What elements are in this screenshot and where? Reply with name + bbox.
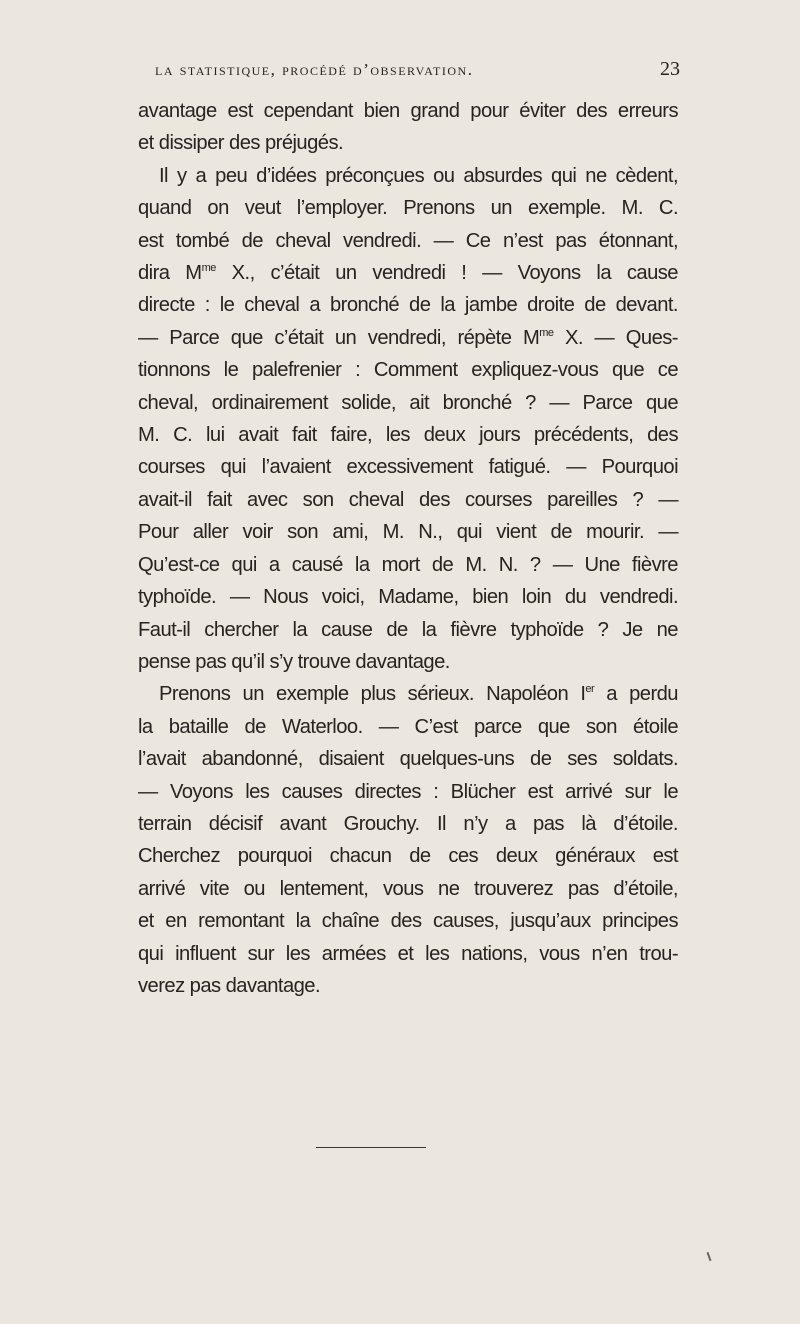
text-line: qui influent sur les armées et les nations, vous n’en trou- <box>138 942 678 965</box>
text-line: la bataille de Waterloo. — C’est parce que son étoile <box>138 715 678 738</box>
text-line: pense pas qu’il s’y trouve davantage. <box>138 650 450 673</box>
text-line: Prenons un exemple plus sérieux. Napoléon Ier a perdu <box>159 683 678 706</box>
end-rule <box>316 1147 426 1148</box>
text-line: Pour aller voir son ami, M. N., qui vient de mourir. — <box>138 521 678 544</box>
text-line: terrain décisif avant Grouchy. Il n’y a pas là d’étoile. <box>138 812 678 835</box>
paragraph <box>138 160 678 679</box>
page-number: 23 <box>660 58 680 80</box>
text-line: et en remontant la chaîne des causes, jusqu’aux principes <box>138 910 678 933</box>
superscript: me <box>539 326 554 339</box>
text-line: cheval, ordinairement solide, ait bronché ? — Parce que <box>138 391 678 414</box>
body-text <box>138 95 678 1002</box>
text-line: Cherchez pourquoi chacun de ces deux généraux est <box>138 845 678 868</box>
text-line: avait-il fait avec son cheval des courses pareilles ? — <box>138 488 678 511</box>
text-line: typhoïde. — Nous voici, Madame, bien loin du vendredi. <box>138 586 678 609</box>
running-head <box>137 60 680 90</box>
superscript: er <box>585 683 595 696</box>
text-line: l’avait abandonné, disaient quelques-uns de ses soldats. <box>138 748 678 771</box>
superscript: me <box>201 262 216 275</box>
text-line: est tombé de cheval vendredi. — Ce n’est pas étonnant, <box>138 229 678 252</box>
text-line: — Parce que c’était un vendredi, répète $M^{me}$ X. — Ques- <box>138 326 678 349</box>
text-line: verez pas davantage. <box>138 974 321 997</box>
text-line: quand on veut l’employer. Prenons un exemple. M. C. <box>138 197 678 220</box>
text-line: Il y a peu d’idées préconçues ou absurdes qui ne cèdent, <box>159 164 678 187</box>
text-line: avantage est cependant bien grand pour éviter des erreurs <box>138 100 678 122</box>
text-line: tionnons le palefrenier : Comment expliquez-vous que ce <box>138 359 678 382</box>
text-line: — Voyons les causes directes : Blücher est arrivé sur le <box>138 780 678 803</box>
text-line: Faut-il chercher la cause de la fièvre typhoïde ? Je ne <box>138 618 678 641</box>
text-line: arrivé vite ou lentement, vous ne trouverez pas d’étoile, <box>138 877 678 900</box>
text-line: et dissiper des préjugés. <box>138 132 344 155</box>
text-line: dira $M^{me}$ X., c’était un vendredi ! — Voyons la cause <box>138 262 678 285</box>
text-line: M. C. lui avait fait faire, les deux jours précédents, des <box>138 424 678 447</box>
running-title: la statistique, procédé d’observation. <box>155 60 474 79</box>
text-line: courses qui l’avaient excessivement fatigué. — Pourquoi <box>138 456 678 479</box>
text-line: directe : le cheval a bronché de la jambe droite de devant. <box>138 294 678 317</box>
paragraph <box>138 678 678 1002</box>
paragraph <box>138 95 678 160</box>
ink-speck <box>707 1252 712 1261</box>
text-line: Qu’est-ce qui a causé la mort de M. N. ? — Une fièvre <box>138 553 678 576</box>
